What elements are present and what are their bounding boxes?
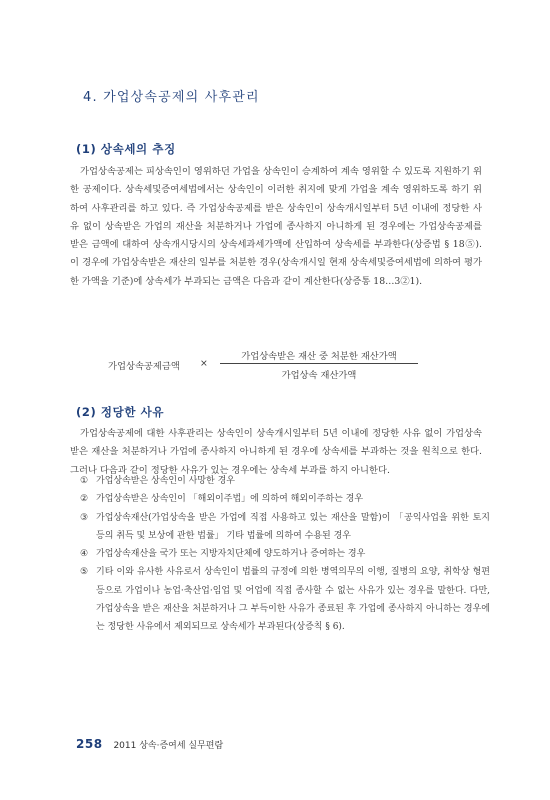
book-title: 2011 상속·증여세 실무편람 (113, 741, 224, 751)
formula-fraction-bar (220, 363, 418, 364)
section-title-additional-tax: (1) 상속세의 추징 (76, 142, 176, 156)
justifiable-reason-list (80, 472, 490, 637)
list-item-text: 기타 이와 유사한 사유로서 상속인이 법률의 규정에 의한 병역의무의 이행, 질병의 요양, 취학상 형편 등으로 가업이나 농업·축산업·임업 및 어업에 직접 종사할 수 없는 사유가 있는 경우를 말한다. 다만, 가업상속을 받은 재산을 처분하거나 그 부득이한 사유가 종료된 후 가업에 종사하지 아니하는 경우에는 정당한 사유에서 제외되므로 상속세가 부과된다(상증칙 § 6). (96, 567, 490, 633)
formula-multiply-sign: × (200, 358, 208, 369)
list-item-text: 가업상속재산을 국가 또는 지방자치단체에 양도하거나 증여하는 경우 (96, 549, 366, 560)
calculation-formula (108, 348, 438, 384)
section2-paragraph: 가업상속공제에 대한 사후관리는 상속인이 상속개시일부터 5년 이내에 정당한 사유 없이 가업상속받은 재산을 처분하거나 가업에 종사하지 아니하게 된 경우에 상속세를 부과하는 것을 원칙으로 한다. 그러나 다음과 같이 정당한 사유가 있는 경우에는 상속세 부과를 하지 아니한다. (70, 428, 482, 476)
list-item (80, 509, 490, 546)
section-title-justifiable-reason: (2) 정당한 사유 (76, 405, 165, 419)
list-item-text: 가업상속받은 상속인이 「해외이주법」에 의하여 해외이주하는 경우 (96, 494, 364, 505)
section2-paragraph-placeholder (70, 399, 482, 400)
section1-paragraph: 가업상속공제는 피상속인이 영위하던 가업을 상속인이 승계하여 계속 영위할 수 있도록 지원하기 위한 공제이다. 상속세및증여세법에서는 상속인이 이러한 취지에 맞게 가업을 계속 영위하도록 하기 위하여 사후관리를 하고 있다. 즉 가업상속공제를 받은 상속인이 상속개시일부터 5년 이내에 정당한 사유 없이 상속받은 가업의 재산을 처분하거나 가업에 종사하지 아니하게 된 경우에는 가업상속공제를 받은 금액에 대하여 상속개시당시의 상속세과세가액에 산입하여 상속세를 부과한다(상증법 § 18⑤). 이 경우에 가업상속받은 재산의 일부를 처분한 경우(상속개시일 현재 상속세및증여세법에 의하여 평가한 가액을 기준)에 상속세가 부과되는 금액은 다음과 같이 계산한다(상증통 18…3②1). (70, 166, 482, 287)
formula-left-term: 가업상속공제금액 (108, 361, 180, 372)
list-item-number: ⑤ (80, 567, 89, 578)
list-item (80, 490, 490, 508)
list-item (80, 545, 490, 563)
chapter-title: 4. 가업상속공제의 사후관리 (83, 90, 260, 105)
list-item-number: ② (80, 494, 89, 505)
list-item (80, 472, 490, 490)
list-item (80, 563, 490, 636)
list-item-number: ④ (80, 549, 89, 560)
list-item-text: 가업상속받은 상속인이 사망한 경우 (96, 476, 235, 486)
page-number: 258 (76, 737, 103, 751)
formula-denominator: 가업상속 재산가액 (281, 370, 357, 381)
list-item-number: ① (80, 476, 89, 486)
list-item-text: 가업상속재산(가업상속을 받은 가업에 직접 사용하고 있는 재산을 말함)이 「공익사업을 위한 토지 등의 취득 및 보상에 관한 법률」 기타 법률에 의하여 수용된 경우 (96, 512, 490, 541)
page-footer (76, 737, 223, 751)
formula-numerator: 가업상속받은 재산 중 처분한 재산가액 (241, 351, 397, 362)
list-item-number: ③ (80, 512, 89, 523)
